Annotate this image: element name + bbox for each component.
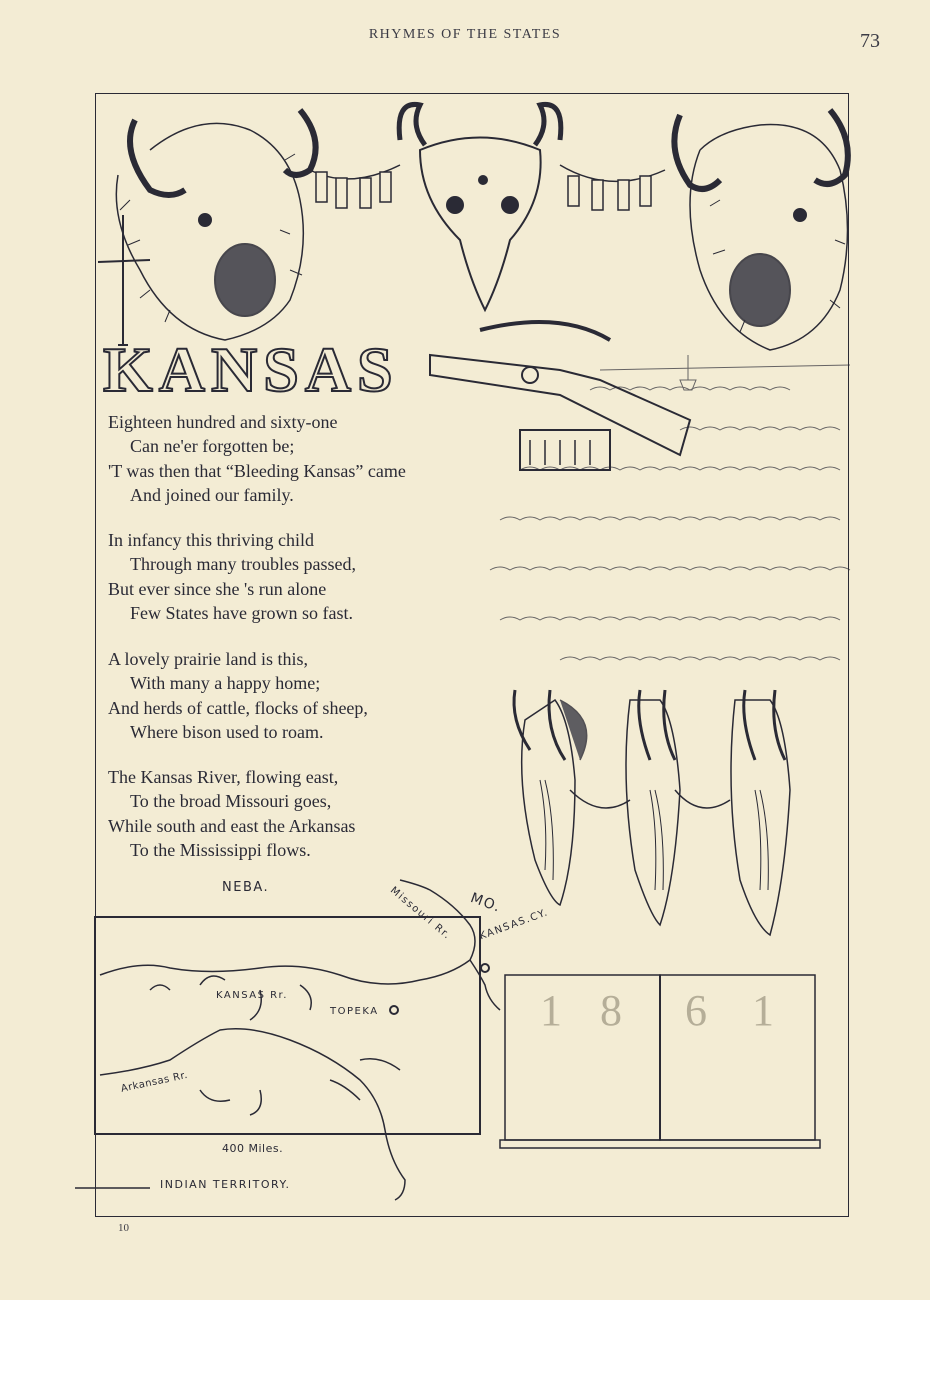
verse-line: A lovely prairie land is this, [108,649,308,669]
map-label-missouri-river: Missouri Rr. [387,885,453,943]
verse-line: Few States have grown so fast. [130,602,353,623]
verse-line: To the broad Missouri goes, [130,791,332,812]
map-label-indian-territory: INDIAN TERRITORY. [160,1178,291,1191]
left-bison-illustration [116,110,315,340]
image-bottom-margin [0,1300,930,1390]
stanza-2 [108,528,356,625]
book-year-digit-1: 1 [540,986,562,1035]
map-scale-label: 400 Miles. [222,1142,284,1155]
map-label-arkansas-river: Arkansas Rr. [120,1069,189,1095]
buffalo-skull-illustration [399,104,561,310]
topeka-marker [390,1006,398,1014]
book-year-digit-4: 1 [752,986,774,1035]
verse-line: To the Mississippi flows. [130,839,311,860]
kansas-city-marker [481,964,489,972]
verse-line: The Kansas River, flowing east, [108,767,339,787]
verse-line: And joined our family. [130,484,294,505]
prairie-flock-illustration [490,355,850,660]
book-year-digit-3: 6 [685,986,707,1035]
stanza-3 [108,647,368,744]
map-label-missouri-state: MO. [468,890,504,916]
map-frame [95,917,480,1134]
map-label-kansas-river: KANSAS Rr. [216,990,288,1001]
running-head: RHYMES OF THE STATES [368,27,562,42]
page-number: 73 [860,30,880,52]
sword-illustration [98,215,150,345]
verse-line: In infancy this thriving child [108,530,314,550]
verse-line: While south and east the Arkansas [108,815,356,836]
stanza-4 [108,765,355,862]
state-title: KANSAS [103,334,399,405]
map-label-kansas-city: KANSAS.CY. [478,907,551,943]
verse-line: Where bison used to roam. [130,721,324,742]
corn-ears-illustration [514,690,790,935]
map-label-nebraska: NEBA. [222,880,270,895]
verse-line: 'T was then that “Bleeding Kansas” came [108,460,406,481]
verse-line: Can ne'er forgotten be; [130,436,295,457]
signature-mark: 10 [118,1222,129,1234]
verse-line: Eighteen hundred and sixty-one [108,412,338,432]
rifle-illustration [430,322,690,470]
cartridge-string-illustration [310,165,665,210]
stanza-1 [108,410,406,507]
book-year-digit-2: 8 [600,986,622,1035]
verse-line: With many a happy home; [130,673,321,694]
verse-line: Through many troubles passed, [130,554,356,575]
verse-line: But ever since she 's run alone [108,578,327,599]
map-label-topeka: TOPEKA [330,1006,379,1017]
right-bison-illustration [674,110,847,350]
verse-line: And herds of cattle, flocks of sheep, [108,697,368,718]
